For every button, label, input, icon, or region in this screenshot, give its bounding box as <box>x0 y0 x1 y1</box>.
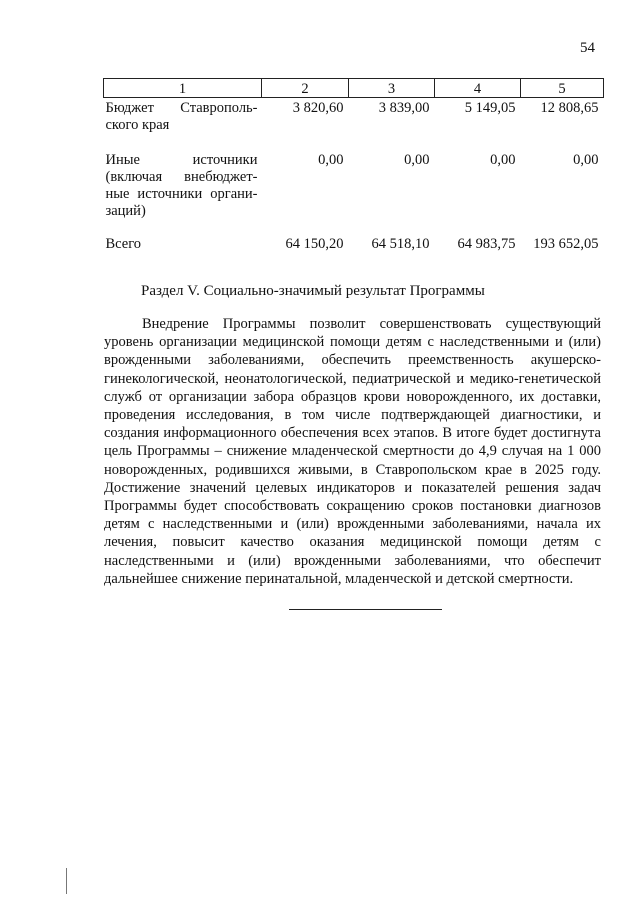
table-header-cell: 5 <box>521 79 604 98</box>
table-header-cell: 2 <box>262 79 349 98</box>
row-value: 64 983,75 <box>457 236 516 252</box>
row-label: Иные источники (включая внебюджет-ные источники органи-заций) <box>105 152 258 219</box>
row-value: 64 150,20 <box>285 236 344 252</box>
table-header-cell: 3 <box>349 79 435 98</box>
page-number: 54 <box>580 40 595 56</box>
row-value: 0,00 <box>318 152 344 168</box>
row-value: 0,00 <box>490 152 516 168</box>
table-header-row <box>104 79 604 98</box>
row-value: 12 808,65 <box>540 100 599 116</box>
budget-table <box>103 78 604 256</box>
table-row <box>104 152 604 236</box>
table-header-cell: 1 <box>104 79 262 98</box>
end-divider <box>289 609 442 610</box>
scan-margin-mark <box>66 868 67 894</box>
row-value: 0,00 <box>573 152 599 168</box>
row-label: Бюджет Ставрополь-ского края <box>105 100 258 133</box>
table-row <box>104 98 604 153</box>
row-value: 64 518,10 <box>371 236 430 252</box>
row-value: 0,00 <box>404 152 430 168</box>
row-label: Всего <box>105 236 142 252</box>
table-header-cell: 4 <box>435 79 521 98</box>
row-value: 3 820,60 <box>292 100 344 116</box>
row-value: 5 149,05 <box>464 100 516 116</box>
section-paragraph: Внедрение Программы позволит совершенствовать существующий уровень организации медицинской помощи детям с наследственными и (или) врожденными заболеваниями, обеспечить преемственность акушерско-гинекологической, неонатологической, педиатрической и медико-генетической служб от организации забора образцов крови новорожденного, их доставки, проведения исследования, в том числе подтверждающей диагностики, и создания информационного обеспечения всех этапов. В итоге будет достигнута цель Программы – снижение младенческой смертности до 4,9 случая на 1 000 новорожденных, родившихся живыми, в Ставропольском крае в 2025 году. Достижение значений целевых индикаторов и показателей решения задач Программы будет способствовать сокращению сроков постановки диагнозов детям с наследственными и (или) врожденными заболеваниями, начала их лечения, повысит качество оказания медицинской помощи детям с наследственными и (или) врожденными заболеваниями, что обеспечит дальнейшее снижение перинатальной, младенческой и детской смертности. <box>104 316 601 587</box>
section-title: Раздел V. Социально-значимый результат Программы <box>141 283 485 299</box>
row-value: 193 652,05 <box>533 236 599 252</box>
row-value: 3 839,00 <box>378 100 430 116</box>
table-row <box>104 236 604 256</box>
